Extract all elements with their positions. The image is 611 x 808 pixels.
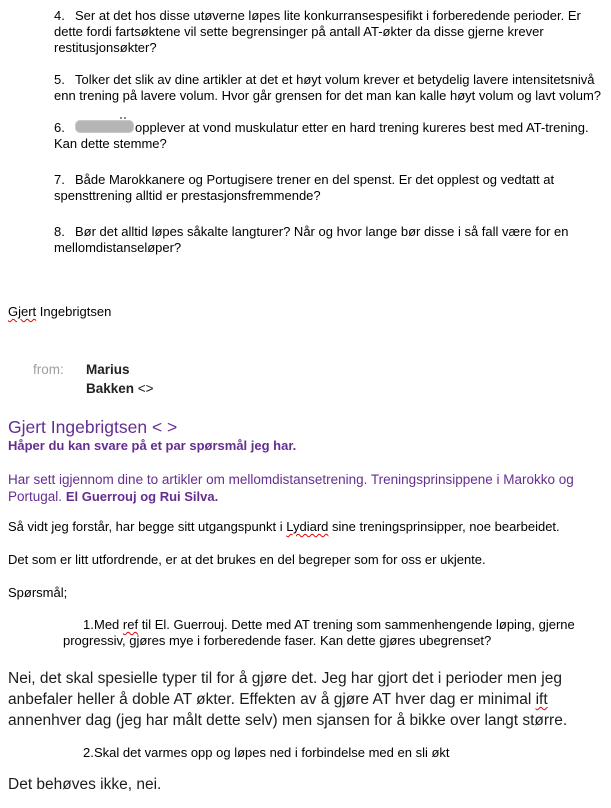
misspelled-word-ift: ift [535, 691, 548, 708]
answer-1-post: annenhver dag (jeg har målt dette selv) men sjansen for å bikke over langt større. [8, 712, 568, 729]
signature-first-name: Gjert [8, 304, 37, 319]
question-number: 8. [54, 224, 65, 239]
question-text: Bør det alltid løpes såkalte langturer? Når og hvor lange bør disse i så fall være for en mellomdistanseløper? [54, 224, 569, 255]
question-item-7 [54, 172, 606, 204]
question-text-post: til El. Guerrouj. Dette med AT trening som sammenhengende løping, gjerne progressiv, gjøres mye i forberedende faser. Kan dette gjøres ubegrenset? [63, 617, 575, 648]
sender-first-name: Marius [86, 362, 130, 377]
body-paragraph-1-post: sine treningsprinsipper, noe bearbeidet. [328, 519, 560, 534]
question-item-2 [63, 745, 598, 761]
quoted-paragraph [8, 471, 598, 505]
question-number: 7. [54, 172, 65, 187]
question-item-6 [54, 120, 606, 152]
signature [8, 304, 606, 320]
question-text: Både Marokkanere og Portugisere trener en del spenst. Er det opplest og vedtatt at spensttrening alltid er prestasjonsfremmende? [54, 172, 555, 203]
misspelled-word-lydiard: Lydiard [286, 519, 329, 534]
sender-name [86, 360, 154, 398]
from-label: from: [33, 362, 64, 377]
answer-paragraph-2: Det behøves ikke, nei. [8, 776, 162, 793]
body-paragraph-1 [8, 519, 608, 535]
redacted-name-box [75, 120, 134, 133]
question-text-pre: Med [94, 617, 123, 632]
question-text: Skal det varmes opp og løpes ned i forbindelse med en sli økt [94, 745, 450, 760]
question-item-1 [63, 617, 598, 649]
question-number: 5. [54, 72, 65, 87]
question-number: 6. [54, 120, 65, 135]
body-paragraph-2: Det som er litt utfordrende, er at det brukes en del begreper som for oss er ukjente. [8, 552, 486, 567]
sender-email-brackets: <> [137, 381, 154, 396]
quoted-sender-header: Gjert Ingebrigtsen < > [8, 417, 178, 437]
quoted-greeting: Håper du kan svare på et par spørsmål jeg har. [8, 438, 297, 453]
question-number: 1. [83, 617, 94, 632]
question-text: opplever at vond muskulatur etter en hard trening kureres best med AT-trening. Kan dette stemme? [54, 120, 589, 151]
question-item-8 [54, 224, 606, 256]
question-number: 4. [54, 8, 65, 23]
body-paragraph-3: Spørsmål; [8, 585, 68, 600]
signature-last-name: Ingebrigtsen [36, 304, 112, 319]
question-number: 2. [83, 745, 94, 760]
question-text: Tolker det slik av dine artikler at det et høyt volum krever et betydelig lavere intensitetsnivå enn trening på lavere volum. Hvor går grensen for det man kan kalle høyt volum og lavt volum? [54, 72, 601, 103]
question-item-5 [54, 72, 606, 104]
question-text: Ser at det hos disse utøverne løpes lite konkurransespesifikt i forberedende perioder. Er dette fordi fartsøktene vil sette begrensinger på antall AT-økter da disse gjerne krever restitusjonsøkter? [54, 8, 581, 55]
misspelled-word-ref: ref [122, 617, 139, 632]
body-paragraph-1-pre: Så vidt jeg forstår, har begge sitt utgangspunkt i [8, 519, 287, 534]
quoted-paragraph-text: Har sett igjennom dine to artikler om mellomdistansetrening. Treningsprinsippene i Marokko og Portugal. [8, 472, 574, 504]
sender-last-name: Bakken [86, 381, 135, 396]
answer-1-pre: Nei, det skal spesielle typer til for å gjøre det. Jeg har gjort det i perioder men jeg anbefaler heller å doble AT økter. Effekten av å gjøre AT hver dag er minimal [8, 670, 562, 708]
email-from-block [33, 360, 606, 398]
question-item-4 [54, 8, 606, 56]
quoted-athlete-names: El Guerrouj og Rui Silva. [65, 489, 219, 504]
answer-paragraph-1 [8, 668, 609, 731]
